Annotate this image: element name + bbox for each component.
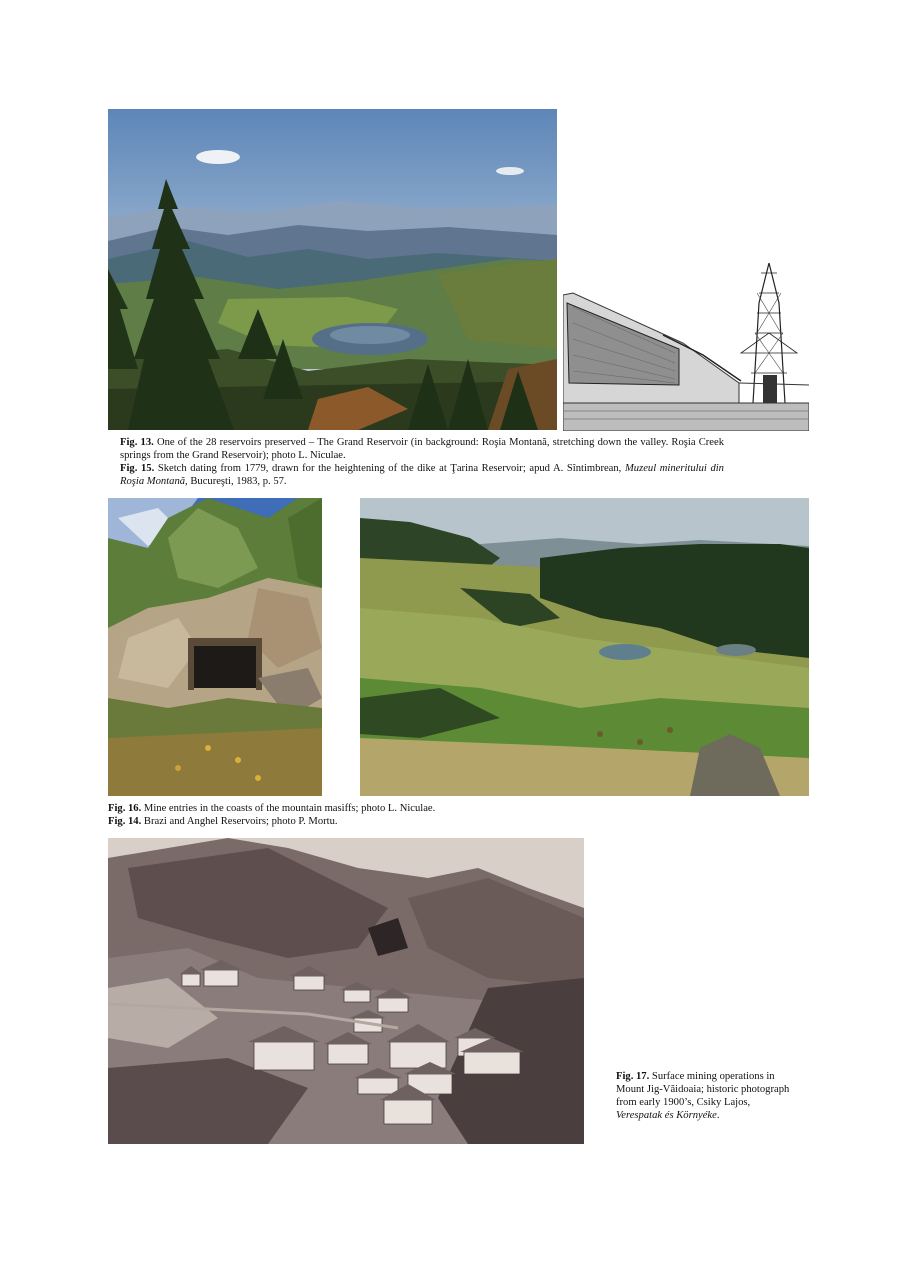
fig13-photo <box>108 109 557 430</box>
fig17-photo <box>108 838 584 1144</box>
fig17-caption-start: Surface mining operations in Mount Jig-Văidoaia; historic photograph from early 1900’s, Csiky Lajos, <box>616 1071 790 1108</box>
fig17-caption-end: . <box>716 1110 720 1121</box>
fig14-photo <box>360 498 809 796</box>
fig16-label: Fig. 16. <box>108 803 142 814</box>
fig17-caption-title: Verespatak és Környéke <box>616 1110 717 1121</box>
fig16-photo <box>108 498 322 796</box>
fig15-caption-end: , Bucureşti, 1983, p. 57. <box>185 476 287 487</box>
fig14-caption-text: Brazi and Anghel Reservoirs; photo P. Mortu. <box>143 816 338 827</box>
fig17-caption <box>616 1070 792 1122</box>
fig13-caption <box>120 436 724 462</box>
fig16-caption <box>108 802 608 815</box>
fig17-label: Fig. 17. <box>616 1071 650 1082</box>
caption-block-middle <box>108 802 608 828</box>
fig13-caption-text: One of the 28 reservoirs preserved – The Grand Reservoir (in background: Roşia Montană, stretching down the valley. Roşia Creek springs from the Grand Reservoir); photo L. Niculae. <box>120 437 724 461</box>
caption-block-bottom <box>616 1070 792 1122</box>
fig14-label: Fig. 14. <box>108 816 142 827</box>
fig14-caption <box>108 815 608 828</box>
fig13-label: Fig. 13. <box>120 437 154 448</box>
fig15-caption-title: Muzeul mineritului din Roşia Montană <box>120 463 724 487</box>
fig15-sketch <box>563 263 809 431</box>
fig15-caption-start: Sketch dating from 1779, drawn for the heightening of the dike at Ţarina Reservoir; apud A. Sîntimbrean, <box>157 463 625 474</box>
fig15-caption <box>120 462 724 488</box>
fig16-caption-text: Mine entries in the coasts of the mountain masiffs; photo L. Niculae. <box>143 803 436 814</box>
caption-block-top <box>120 436 724 488</box>
fig15-label: Fig. 15. <box>120 463 155 474</box>
